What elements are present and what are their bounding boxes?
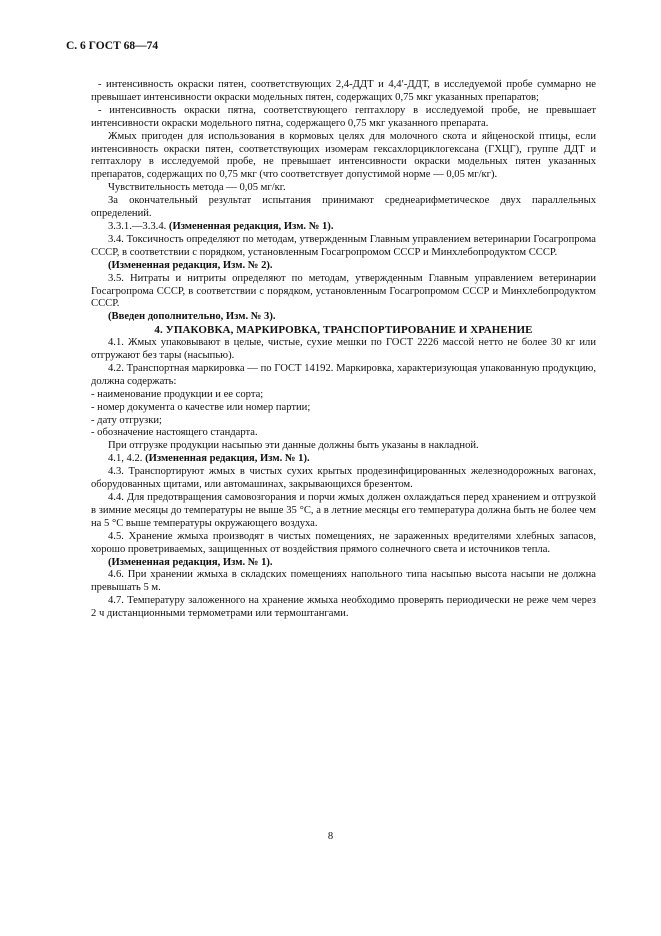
paragraph-4-3: 4.3. Транспортируют жмых в чистых сухих крытых продезинфицированных железнодорожных вагонах, оборудованных щитами, или автомашинах, закрывающихся брезентом.: [91, 466, 596, 491]
revision-note: (Измененная редакция, Изм. № 2).: [108, 259, 273, 271]
paragraph-3-3-revision: [91, 221, 596, 234]
paragraph-3-5: 3.5. Нитраты и нитриты определяют по методам, утвержденным Главным управлением ветеринарии Госагропрома СССР, в соответствии с порядком, установленным Госагропромом СССР и Минхлебопродуктом СССР.: [91, 272, 596, 310]
revision-note: (Измененная редакция, Изм. № 1).: [145, 453, 310, 465]
list-item: - наименование продукции и ее сорта;: [91, 388, 264, 400]
paragraph-4-1-4-2-revision: [91, 453, 596, 466]
paragraph-4-7: 4.7. Температуру заложенного на хранение жмыха необходимо проверять периодически не реже чем через 2 ч дистанционными термометрами или термоштангами.: [91, 595, 596, 620]
clause-ref: 4.1, 4.2.: [108, 453, 143, 465]
paragraph-4-6: 4.6. При хранении жмыха в складских помещениях напольного типа насыпью высота насыпи не должна превышать 5 м.: [91, 569, 596, 594]
revision-note: (Измененная редакция, Изм. № 1).: [108, 556, 273, 568]
paragraph-heptachlor-limit: - интенсивность окраски пятна, соответствующего гептахлору в исследуемой пробе, не превышает интенсивности окраски модельного пятна, содержащего 0,75 мкг указанного препарата.: [91, 104, 596, 129]
section-title: 4. УПАКОВКА, МАРКИРОВКА, ТРАНСПОРТИРОВАНИЕ И ХРАНЕНИЕ: [154, 324, 533, 337]
paragraph-4-4: 4.4. Для предотвращения самовозгорания и порчи жмых должен охлаждаться перед хранением и отгрузкой в зимние месяцы до температуры не выше 35 °С, а в летние месяцы его температура должна быть не более чем на 5 °С выше температуры окружающего воздуха.: [91, 492, 596, 529]
list-item: - обозначение настоящего стандарта.: [91, 427, 258, 439]
paragraph-4-2: 4.2. Транспортная маркировка — по ГОСТ 14192. Маркировка, характеризующая упакованную продукцию, должна содержать:: [91, 362, 596, 387]
paragraph-final-result: За окончательный результат испытания принимают среднеарифметическое двух параллельных определений.: [91, 195, 596, 220]
paragraph-4-5: 4.5. Хранение жмыха производят в чистых помещениях, не зараженных вредителями хлебных запасов, хорошо проветриваемых, защищенных от воздействия прямого солнечного света и источников тепла.: [91, 530, 596, 555]
list-item: - номер документа о качестве или номер партии;: [91, 401, 311, 413]
document-body: [91, 79, 596, 621]
paragraph-ddt-limit: - интенсивность окраски пятен, соответствующих 2,4-ДДТ и 4,4′-ДДТ, в исследуемой пробе суммарно не превышает интенсивности окраски модельных пятен, содержащих 0,75 мкг указанных препаратов;: [91, 79, 596, 103]
paragraph-3-4: 3.4. Токсичность определяют по методам, утвержденным Главным управлением ветеринарии Госагропрома СССР, в соответствии с порядком, установленным Госагропромом СССР и Минхлебопродуктом СССР.: [91, 233, 596, 258]
page-number: 8: [327, 831, 334, 842]
list-item: - дату отгрузки;: [91, 414, 162, 426]
revision-note: (Введен дополнительно, Изм. № 3).: [108, 311, 276, 323]
page-header: С. 6 ГОСТ 68—74: [66, 40, 159, 52]
paragraph-suitability: Жмых пригоден для использования в кормовых целях для молочного скота и яйценоской птицы, если интенсивность окраски пятен, соответствующих изомерам гексахлорциклогексана (ГХЦГ), группе ДДТ и гептахлору в исследуемой пробе, не превышает интенсивности окраски модельных пятен указанных препаратов, содержащих по 0,75 мкг (что соответствует допустимой норме — 0,05 мг/кг).: [91, 130, 596, 181]
paragraph-bulk-shipping: При отгрузке продукции насыпью эти данные должны быть указаны в накладной.: [108, 440, 479, 452]
paragraph-4-1: 4.1. Жмых упаковывают в целые, чистые, сухие мешки по ГОСТ 2226 массой нетто не более 30 кг или отгружают без тары (насыпью).: [91, 337, 596, 362]
clause-ref: 3.3.1.—3.3.4.: [108, 220, 167, 232]
paragraph-sensitivity: Чувствительность метода — 0,05 мг/кг.: [108, 182, 286, 194]
revision-note: (Измененная редакция, Изм. № 1).: [168, 220, 334, 232]
